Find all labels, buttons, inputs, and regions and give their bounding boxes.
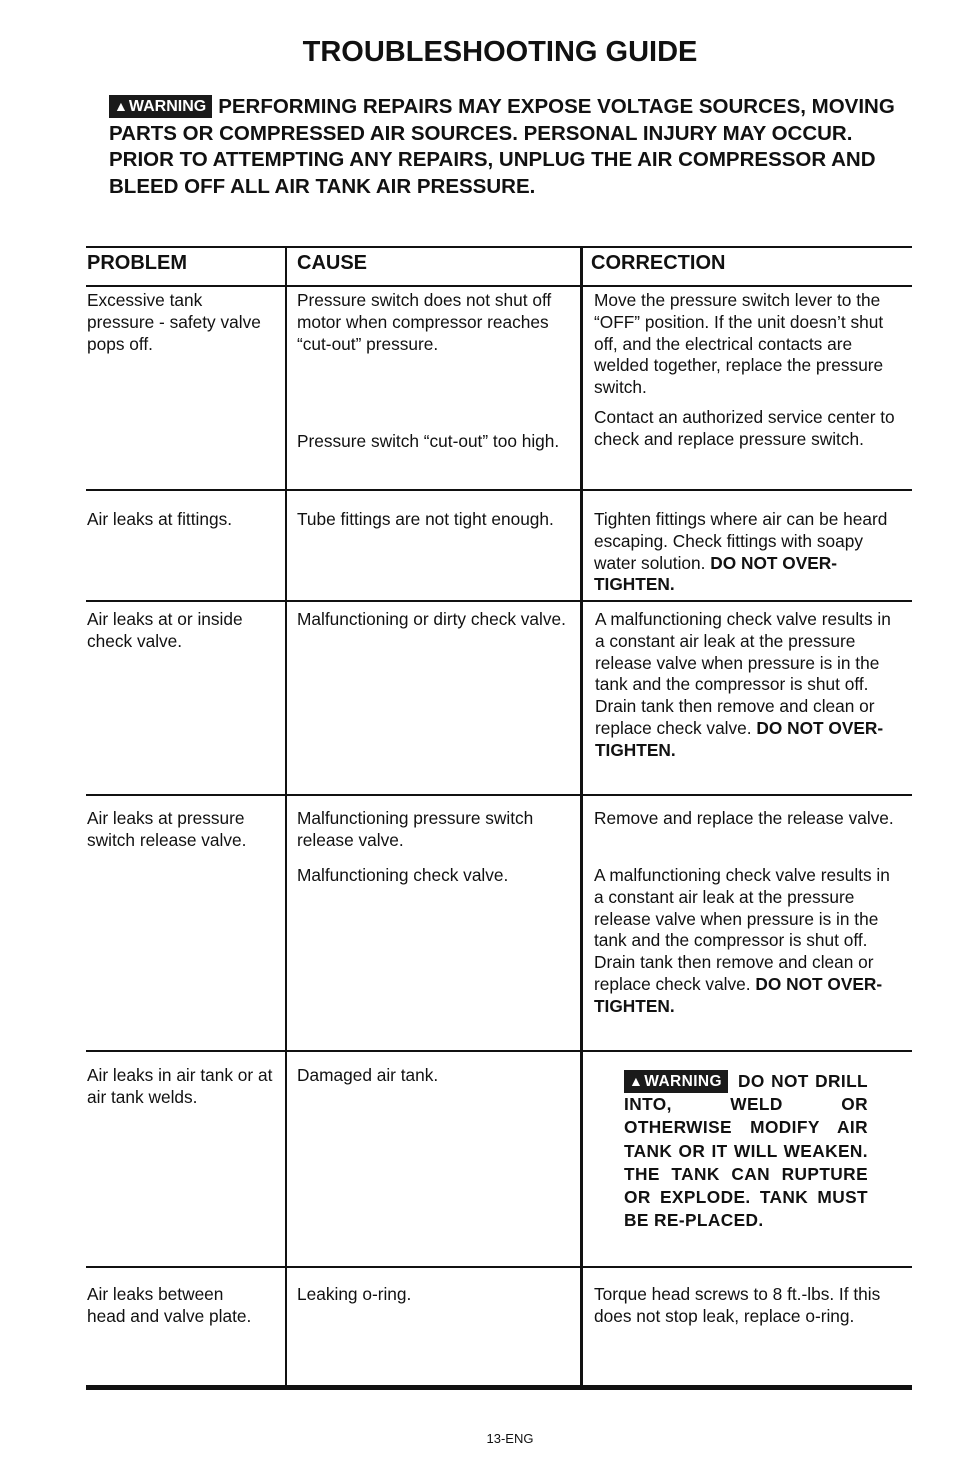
cause-cell: Pressure switch “cut-out” too high. — [297, 431, 560, 451]
header-correction: CORRECTION — [591, 252, 726, 274]
tank-warning — [624, 1070, 868, 1232]
problem-cell: Air leaks in air tank or at air tank welds. — [87, 1065, 273, 1107]
correction-cell — [594, 509, 906, 596]
correction-cell — [594, 290, 906, 399]
correction-text: Contact an authorized service center to check and replace pressure switch. — [594, 407, 895, 449]
warning-intro-text: PERFORMING REPAIRS MAY EXPOSE VOLTAGE SOURCES, MOVING PARTS OR COMPRESSED AIR SOURCES. PERSONAL INJURY MAY OCCUR. PRIOR TO ATTEMPTING ANY REPAIRS, UNPLUG THE AIR COMPRESSOR AND BLEED OFF ALL AIR TANK AIR PRESSURE. — [109, 95, 895, 198]
problem-cell: Excessive tank pressure - safety valve pops off. — [87, 290, 261, 354]
correction-cell — [595, 609, 903, 762]
header-problem: PROBLEM — [87, 252, 187, 274]
correction-text: Torque head screws to 8 ft.-lbs. If this does not stop leak, replace o-ring. — [594, 1284, 881, 1326]
cause-cell: Pressure switch does not shut off motor when compressor reaches “cut-out” pressure. — [297, 290, 552, 354]
cause-cell: Tube fittings are not tight enough. — [297, 509, 554, 529]
table-top-rule — [86, 246, 912, 248]
warning-badge — [624, 1070, 728, 1093]
warning-triangle-icon: ▲ — [114, 98, 128, 114]
problem-cell: Air leaks at pressure switch release valve. — [87, 808, 247, 850]
row-rule — [86, 489, 912, 491]
warning-badge — [109, 95, 212, 118]
problem-cell: Air leaks between head and valve plate. — [87, 1284, 252, 1326]
correction-text: A malfunctioning check valve results in a constant air leak at the pressure release valve when pressure is in the tank and the compressor is shut off. Drain tank then remove and clean or replace check valve. — [594, 865, 890, 994]
page-title: TROUBLESHOOTING GUIDE — [302, 36, 698, 68]
warning-intro — [109, 94, 899, 200]
correction-cell — [594, 808, 904, 830]
row-rule — [86, 1266, 912, 1268]
correction-text: Move the pressure switch lever to the “OFF” position. If the unit doesn’t shut off, and the electrical contacts are welded together, replace the pressure switch. — [594, 290, 884, 398]
correction-text: Tighten fittings where air can be heard escaping. Check fittings with soapy water solution. — [594, 509, 888, 573]
correction-emphasis: DO NOT OVER-TIGHTEN. — [594, 552, 837, 595]
cause-cell: Damaged air tank. — [297, 1065, 439, 1085]
header-rule — [86, 285, 912, 287]
correction-cell — [594, 1284, 902, 1328]
table-bottom-rule — [86, 1385, 912, 1390]
problem-cell: Air leaks at fittings. — [87, 509, 233, 529]
cause-cell: Malfunctioning or dirty check valve. — [297, 609, 566, 629]
row-rule — [86, 794, 912, 796]
correction-cell — [594, 407, 906, 451]
correction-cell — [594, 865, 904, 1018]
column-divider — [285, 246, 287, 1387]
cause-cell: Malfunctioning pressure switch release valve. — [297, 808, 534, 850]
correction-emphasis: DO NOT OVER-TIGHTEN. — [594, 973, 883, 1016]
warning-badge-label: WARNING — [644, 1073, 722, 1090]
correction-emphasis: DO NOT OVER-TIGHTEN. — [595, 717, 884, 760]
header-cause: CAUSE — [297, 252, 368, 274]
column-divider — [580, 246, 583, 1387]
correction-text: Remove and replace the release valve. — [594, 808, 894, 828]
cause-cell: Leaking o-ring. — [297, 1284, 412, 1304]
warning-badge-label: WARNING — [128, 98, 207, 115]
problem-cell: Air leaks at or inside check valve. — [87, 609, 243, 651]
row-rule — [86, 1050, 912, 1052]
correction-text: A malfunctioning check valve results in a constant air leak at the pressure release valve when pressure is in the tank and the compressor is shut off. Drain tank then remove and clean or replace check valve. — [595, 609, 891, 738]
row-rule — [86, 600, 912, 602]
page-number: 13-ENG — [486, 1431, 534, 1446]
cause-cell: Malfunctioning check valve. — [297, 865, 509, 885]
warning-triangle-icon: ▲ — [629, 1073, 644, 1089]
tank-warning-text: DO NOT DRILL INTO, WELD OR OTHERWISE MODIFY AIR TANK OR IT WILL WEAKEN. THE TANK CAN RUPTURE OR EXPLODE. TANK MUST BE RE-PLACED. — [624, 1071, 868, 1231]
